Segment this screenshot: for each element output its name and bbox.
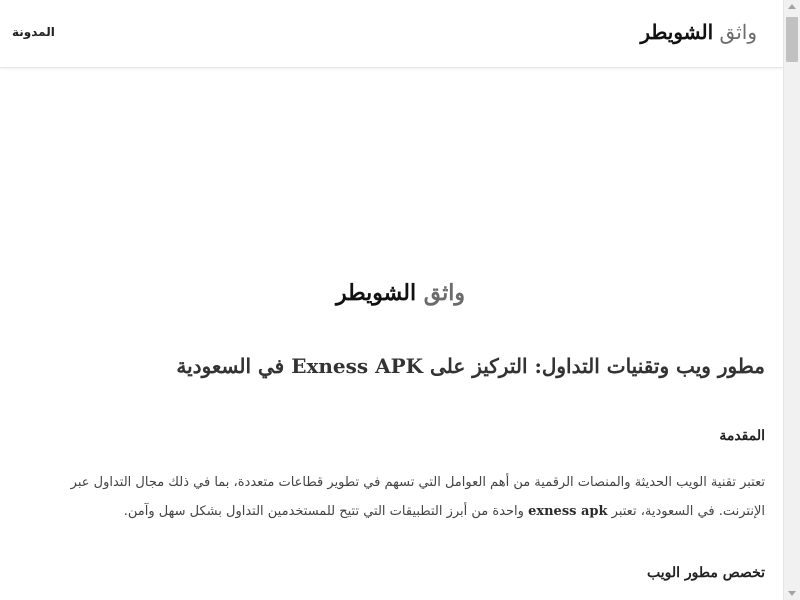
specialty-heading: تخصص مطور الويب <box>647 565 765 581</box>
site-brand-link[interactable] <box>640 20 757 44</box>
intro-paragraph <box>36 468 765 526</box>
main-content <box>36 68 765 600</box>
site-header <box>0 0 783 68</box>
brand-first-name: واثق <box>719 20 757 44</box>
intro-heading: المقدمة <box>719 428 765 444</box>
article-title: مطور ويب وتقنيات التداول: التركيز على Exness APK في السعودية <box>176 354 765 378</box>
brand-last-name: الشويطر <box>640 20 714 44</box>
hero-last-name: الشويطر <box>335 280 417 306</box>
scroll-down-arrow-icon[interactable] <box>788 591 796 596</box>
page-scrollbar[interactable] <box>783 0 800 600</box>
hero-first-name: واثق <box>423 280 465 306</box>
hero-title <box>36 280 765 306</box>
scroll-thumb[interactable] <box>786 17 798 62</box>
intro-text-part-1: تعتبر تقنية الويب الحديثة والمنصات الرقمية من أهم العوامل التي تسهم في تطوير قطاعات متعددة، بما في ذلك مجال التداول عبر الإنترنت. في السعودية، تعتبر <box>70 475 765 519</box>
exness-apk-link[interactable]: exness apk <box>528 504 608 519</box>
scroll-up-arrow-icon[interactable] <box>788 4 796 9</box>
intro-text-part-2: واحدة من أبرز التطبيقات التي تتيح للمستخدمين التداول بشكل سهل وآمن. <box>123 504 529 519</box>
nav-blog-link[interactable]: المدونة <box>12 25 55 39</box>
